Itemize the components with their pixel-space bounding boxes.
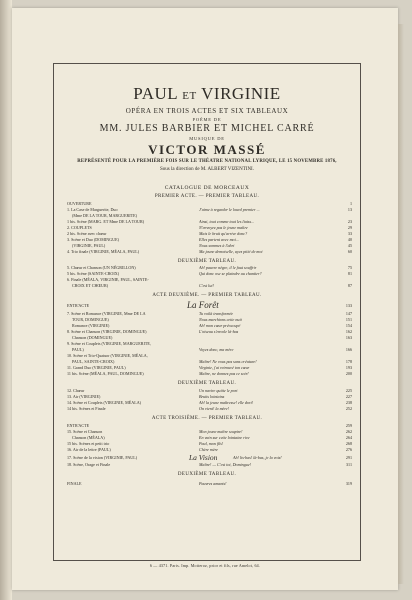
printer-footer: 6 — 4371. Paris. Imp. Motteroz, prior et fils, rue Amelot, 64. — [149, 563, 261, 568]
page-number: 147 — [345, 311, 352, 316]
piece-title: 18. Scène, Orage et Finale — [67, 461, 111, 467]
page-number: 87 — [347, 283, 352, 288]
piece-title: 8. Scène et Chanson (VIRGINIE, DOMINGUE) — [67, 329, 147, 334]
piece-title: 2 bis. Scène avec chœur — [67, 230, 107, 236]
piece-title: 14. Scène et Couplets (VIRGINIE, MÉALA) — [67, 399, 142, 405]
incipit: Ah! pauvre nègre, il le faut souffrir — [199, 265, 257, 270]
ornamental-frame — [53, 63, 361, 561]
page-number: 319 — [345, 481, 352, 486]
page-number: 252 — [345, 405, 352, 411]
catalogue-heading: CATALOGUE DE MORCEAUX — [164, 185, 250, 191]
incipit: On vient! la mère! — [199, 405, 229, 411]
page-number: 178 — [345, 359, 352, 364]
page-number: 276 — [345, 446, 352, 452]
incipit: C'est lui! — [199, 283, 214, 288]
piece-title: FINALE — [67, 481, 82, 486]
incipit: En vain sur cette lointaine rive — [199, 434, 250, 440]
facing-page-edge — [0, 0, 12, 600]
entracte-label: ENTR'ACTE — [67, 303, 90, 308]
page-number: 200 — [345, 371, 352, 376]
incipit: Ainsi, tout comme tout les liaiss... — [199, 218, 255, 224]
piece-title: 1. La Case de Marguerite, Duo — [67, 206, 118, 212]
page-number: 13 — [347, 206, 352, 212]
piece-title: 2. COUPLETS — [67, 224, 92, 230]
act3-heading: ACTE TROISIÈME. — PREMIER TABLEAU. — [151, 415, 263, 421]
score-title-page — [12, 8, 398, 590]
opera-title — [54, 84, 360, 106]
incipit: Bruits lointains — [199, 393, 225, 399]
incipit: L'oiseau s'envole là-bas — [199, 329, 239, 334]
piece-title: 5 bis. Scène (SAINTE-CROIX) — [67, 271, 120, 276]
piece-title: Chanson (DOMINGUE) — [72, 335, 113, 340]
incipit: Mon jeune maître soupire! — [199, 428, 243, 434]
poeme-de-label: POÈME DE — [192, 117, 222, 122]
page-number: 227 — [345, 393, 352, 399]
piece-title: OUVERTURE — [67, 200, 92, 206]
direction-line: Sous la direction de M. ALBERT VIZENTINI. — [160, 167, 254, 172]
incipit: Chère mère — [199, 446, 218, 452]
piece-title: Chanson (MÉALA) — [72, 434, 105, 440]
incipit: Nous sommes à l'abri — [199, 242, 235, 248]
opera-subtitle: OPÉRA EN TROIS ACTES ET SIX TABLEAUX — [125, 107, 289, 115]
incipit: Ah! la jeune maîtresse! elle dort! — [199, 399, 254, 405]
page-number: 238 — [345, 399, 352, 405]
page-number: 264 — [345, 434, 352, 440]
incipit: Tu voilà transformée — [199, 311, 234, 316]
piece-title: 16. Air de la lettre (PAUL) — [67, 446, 111, 452]
act1-list — [54, 201, 360, 255]
title-virginie: VIRGINIE — [201, 84, 281, 103]
piece-title: CROIX ET CHŒUR) — [72, 283, 109, 288]
page-number: 262 — [345, 428, 352, 434]
piece-title: 12. Chœur — [67, 387, 85, 393]
incipit: Ah! mon cœur préoccupé — [199, 323, 241, 328]
piece-title: PAUL, SAINTE-CROIX) — [72, 359, 115, 364]
vision-label: 17. Scène de la vision (VIRGINIE, PAUL) — [67, 454, 138, 460]
act1-tableau2-heading: DEUXIÈME TABLEAU. — [177, 258, 237, 264]
catalogue-row — [63, 283, 352, 289]
piece-title: 5. Chœur et Chanson (UN NÉGRILLON) — [67, 265, 136, 270]
piece-title: PAUL) — [72, 347, 84, 352]
page-number: 154 — [345, 323, 352, 328]
entracte-foret-row — [63, 300, 352, 311]
piece-title: 9. Scène et Couplets (VIRGINIE, MARGUERITE, — [67, 341, 151, 346]
piece-title: 14 bis. Scènes et Finale — [67, 405, 106, 411]
act3-tableau2-heading: DEUXIÈME TABLEAU. — [177, 471, 237, 477]
la-foret-title: La Forêt — [187, 300, 219, 310]
piece-title: 15. Scène et Chanson — [67, 428, 103, 434]
page-number: 291 — [345, 454, 352, 460]
vision-row — [63, 453, 352, 462]
page-number: 29 — [347, 224, 352, 230]
act1-tableau2-list — [54, 265, 360, 289]
incipit: Nous marchions cette nuit — [199, 317, 242, 322]
page-number: 40 — [347, 236, 352, 242]
act3-list-continued — [54, 462, 360, 468]
page-number: 33 — [347, 230, 352, 236]
piece-title: 6. Finale (MÉALA, VIRGINIE, PAUL, SAINTE- — [67, 277, 149, 282]
page-number: 1 — [349, 200, 352, 206]
vision-incipit: Ah! lis-bas! là-bas, je la vois! — [233, 454, 282, 460]
incipit: Elles partent avec moi... — [199, 236, 239, 242]
premiere-line: REPRÉSENTÉ POUR LA PREMIÈRE FOIS SUR LE THÉATRE NATIONAL LYRIQUE, LE 15 NOVEMBRE 1876, — [77, 159, 337, 164]
librettists: MM. JULES BARBIER ET MICHEL CARRÉ — [99, 123, 315, 134]
piece-title: 13. Air (VIRGINIE) — [67, 393, 101, 399]
piece-title: 1 bis. Scène (MARG. ET Mme DE LA TOUR) — [67, 218, 145, 224]
piece-title: 11. Grand Duo (VIRGINIE, PAUL) — [67, 365, 126, 370]
act2-tableau2-heading: DEUXIÈME TABLEAU. — [177, 381, 237, 386]
act3-tableau2-list — [54, 481, 360, 487]
piece-title: 10. Scène et Trio-Quatuor (VIRGINIE, MÉALA, — [67, 353, 148, 358]
page-number: 75 — [347, 265, 352, 270]
incipit: Mais le bruit qu'arrive donc? — [199, 230, 248, 236]
catalogue-row — [63, 371, 352, 377]
piece-title: 3. Scène et Duo (DOMINGUE) — [67, 236, 119, 242]
act2-list — [54, 311, 360, 377]
page-number: 151 — [345, 317, 352, 322]
page-number: 60 — [347, 248, 352, 254]
page-number: 225 — [345, 387, 352, 393]
act3-list — [54, 423, 360, 453]
page-number: 133 — [345, 303, 352, 308]
page-number: 162 — [345, 329, 352, 334]
piece-title: 4. Trio finale (VIRGINIE, MÉALA, PAUL) — [67, 248, 140, 254]
piece-title: 11 bis. Scène (MÉALA, PAUL, DOMINGUE) — [67, 371, 144, 376]
catalogue-row — [63, 481, 352, 487]
page-number: 45 — [347, 242, 352, 248]
incipit: Paul, mon fils! — [199, 440, 224, 446]
page-number: 23 — [347, 218, 352, 224]
incipit: N'envoyez pas le jeune maître — [199, 224, 248, 230]
title-et: ET — [182, 90, 197, 102]
incipit: Un navire quitte le port — [199, 387, 238, 393]
piece-title: ENTR'ACTE — [67, 422, 90, 428]
act2-tableau2-list — [54, 388, 360, 412]
catalogue-row — [63, 249, 352, 255]
act2-heading: ACTE DEUXIÈME. — PREMIER TABLEAU. — [152, 293, 262, 298]
page-number: 81 — [347, 271, 352, 276]
piece-title: Romance (VIRGINIE) — [72, 323, 110, 328]
title-paul: PAUL — [133, 84, 178, 103]
catalogue-row — [63, 406, 352, 412]
page-number: 163 — [345, 335, 352, 340]
piece-title: 15 bis. Scènes et petit trio — [67, 440, 110, 446]
incipit: Maître! — C'est toi, Domingue! — [199, 461, 252, 467]
piece-title: (VIRGINIE, PAUL) — [72, 242, 106, 248]
incipit: Virginie, j'ai retrouvé ton cœur — [199, 365, 250, 370]
page-number: 311 — [346, 461, 352, 467]
incipit: Qui donc ose se plaindre au chantier? — [199, 271, 262, 276]
piece-title: 7. Scène et Romance (VIRGINIE, Mme DE LA — [67, 311, 146, 316]
incipit: Maître! Ne vous pas sans créature! — [199, 359, 257, 364]
act1-heading: PREMIER ACTE. — PREMIER TABLEAU. — [154, 194, 260, 199]
piece-title: TOUR, DOMINGUE) — [72, 317, 109, 322]
incipit: Pauvres amants! — [199, 481, 227, 486]
incipit: J'aime à regarder le lourd premier ... — [199, 206, 260, 212]
incipit: Ma jeune demoiselle, ayez pitié de moi — [199, 248, 263, 254]
page-number: 166 — [345, 347, 352, 352]
incipit: Voyez donc, ma mère — [199, 347, 234, 352]
catalogue-row — [63, 462, 352, 468]
incipit: Maître, ne donnez pas ce soir! — [199, 371, 249, 376]
page-number: 193 — [345, 365, 352, 370]
title-block — [54, 84, 360, 193]
musique-de-label: MUSIQUE DE — [189, 136, 225, 141]
piece-title: (Mme DE LA TOUR, MARGUERITE) — [72, 212, 138, 218]
la-vision-title: La Vision — [189, 452, 218, 462]
page-number: 259 — [345, 422, 352, 428]
composer-name: VICTOR MASSÉ — [148, 142, 266, 157]
page-number: 268 — [345, 440, 352, 446]
